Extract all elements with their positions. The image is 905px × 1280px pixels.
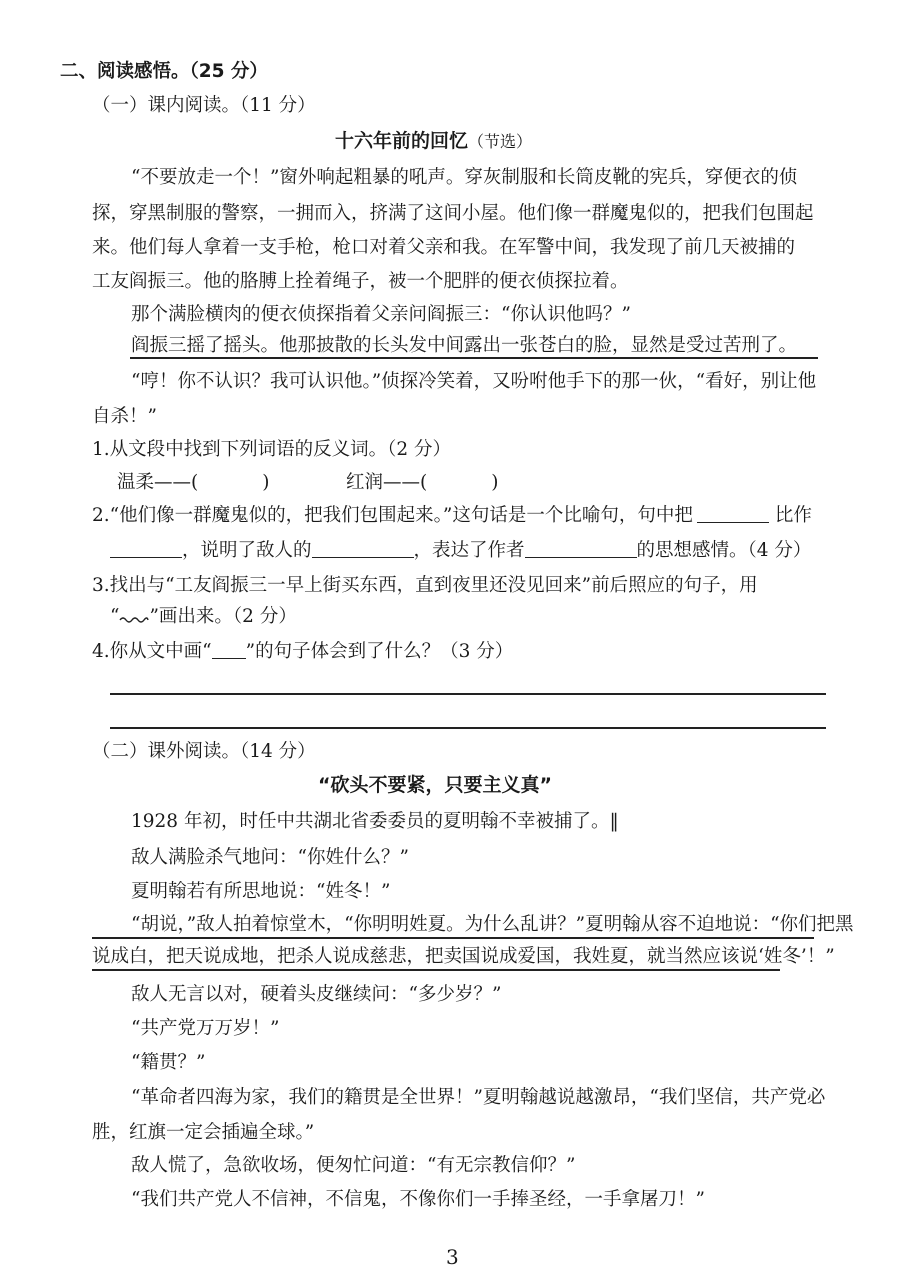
q2-text-a: 2.“他们像一群魔鬼似的，把我们包围起来。”这句话是一个比喻句，句中把 <box>92 505 693 526</box>
q1-item-2 <box>346 470 498 496</box>
question-2-line-1 <box>92 503 812 529</box>
q1-item-2-close: ) <box>491 472 499 493</box>
p2-l8-line-2: 胜，红旗一定会插遍全球。” <box>92 1122 315 1143</box>
part1-title <box>335 128 532 155</box>
q2-blank-2[interactable] <box>110 539 182 558</box>
q1-item-1-close: ) <box>262 472 270 493</box>
part2-title: “砍头不要紧，只要主义真” <box>318 774 552 796</box>
answer-line-2[interactable] <box>110 727 826 729</box>
p2-l2: 敌人满脸杀气地问：“你姓什么？” <box>131 847 409 868</box>
part1-title-text: 十六年前的回忆 <box>335 130 469 152</box>
p1-line-3: 来。他们每人拿着一支手枪，枪口对着父亲和我。在军警中间，我发现了前几天被捕的 <box>92 237 796 258</box>
underline-rule <box>130 357 818 359</box>
p2-l4-line-2: 说成白，把天说成地，把杀人说成慈悲，把卖国说成爱国，我姓夏，就当然应该说‘姓冬’！” <box>92 946 835 967</box>
q2-text-c: ，说明了敌人的 <box>182 540 312 561</box>
wavy-underline-icon <box>119 615 149 625</box>
question-4 <box>92 639 513 665</box>
question-1: 1.从文段中找到下列词语的反义词。（2 分） <box>92 439 452 460</box>
p2-line: 那个满脸横肉的便衣侦探指着父亲问阎振三：“你认识他吗？” <box>131 304 631 325</box>
p2-l3: 夏明翰若有所思地说：“姓冬！” <box>131 881 391 902</box>
underline-rule-2b <box>92 969 780 971</box>
part1-heading: （一）课内阅读。（11 分） <box>92 95 316 116</box>
q1-item-1-label: 温柔——( <box>117 472 199 493</box>
p2-l10: “我们共产党人不信神，不信鬼，不像你们一手捧圣经，一手拿屠刀！” <box>131 1189 705 1210</box>
q2-text-e: 的思想感情。（4 分） <box>636 540 812 561</box>
section-heading: 二、阅读感悟。（25 分） <box>60 61 268 82</box>
p2-l9: 敌人慌了，急欲收场，便匆忙问道：“有无宗教信仰？” <box>131 1155 576 1176</box>
q3-close-text: ”画出来。（2 分） <box>149 606 297 627</box>
p1-line-2: 探，穿黑制服的警察，一拥而入，挤满了这间小屋。他们像一群魔鬼似的，把我们包围起 <box>92 203 814 224</box>
p2-l4-line-1: “胡说，”敌人拍着惊堂木，“你明明姓夏。为什么乱讲？”夏明翰从容不迫地说：“你们把黑 <box>131 914 854 935</box>
p2-l1: 1928 年初，时任中共湖北省委委员的夏明翰不幸被捕了。‖ <box>131 811 619 832</box>
q4-text-b: ”的句子体会到了什么？（3 分） <box>245 641 514 662</box>
q2-text-d: ，表达了作者 <box>413 540 525 561</box>
p4-line-2: 自杀！” <box>92 406 157 427</box>
page-number: 3 <box>446 1245 459 1269</box>
p4-line-1: “哼！你不认识？我可认识他。”侦探冷笑着，又吩咐他手下的那一伙，“看好，别让他 <box>131 371 817 392</box>
part1-title-note: （节选） <box>468 132 533 151</box>
q1-item-1 <box>117 470 269 496</box>
q4-text-a: 4.你从文中画“ <box>92 641 212 662</box>
q3-open-quote: “ <box>110 606 120 627</box>
underline-rule-2a <box>92 937 814 939</box>
p3-underlined-line: 阎振三摇了摇头。他那披散的长头发中间露出一张苍白的脸，显然是受过苦刑了。 <box>131 335 798 356</box>
p2-l8-line-1: “革命者四海为家，我们的籍贯是全世界！”夏明翰越说越激昂，“我们坚信，共产党必 <box>131 1087 826 1108</box>
p1-line-4: 工友阎振三。他的胳膊上拴着绳子，被一个肥胖的便衣侦探拉着。 <box>92 271 629 292</box>
p1-line-1: “不要放走一个！”窗外响起粗暴的吼声。穿灰制服和长筒皮靴的宪兵，穿便衣的侦 <box>131 167 798 188</box>
q2-blank-4[interactable] <box>525 539 637 558</box>
q2-blank-1[interactable] <box>697 504 769 523</box>
q2-blank-3[interactable] <box>312 539 414 558</box>
answer-line-1[interactable] <box>110 693 826 695</box>
q2-text-b: 比作 <box>774 505 812 526</box>
p2-l6: “共产党万万岁！” <box>131 1018 280 1039</box>
question-3-line-2 <box>110 604 297 630</box>
q1-item-2-label: 红润——( <box>346 472 428 493</box>
question-2-line-2 <box>110 538 811 564</box>
q4-line-sample <box>212 644 246 659</box>
p2-l5: 敌人无言以对，硬着头皮继续问：“多少岁？” <box>131 984 502 1005</box>
part2-heading: （二）课外阅读。（14 分） <box>92 741 316 762</box>
p2-l7: “籍贯？” <box>131 1052 206 1073</box>
question-3-line-1: 3.找出与“工友阎振三一早上街买东西，直到夜里还没见回来”前后照应的句子，用 <box>92 575 758 596</box>
